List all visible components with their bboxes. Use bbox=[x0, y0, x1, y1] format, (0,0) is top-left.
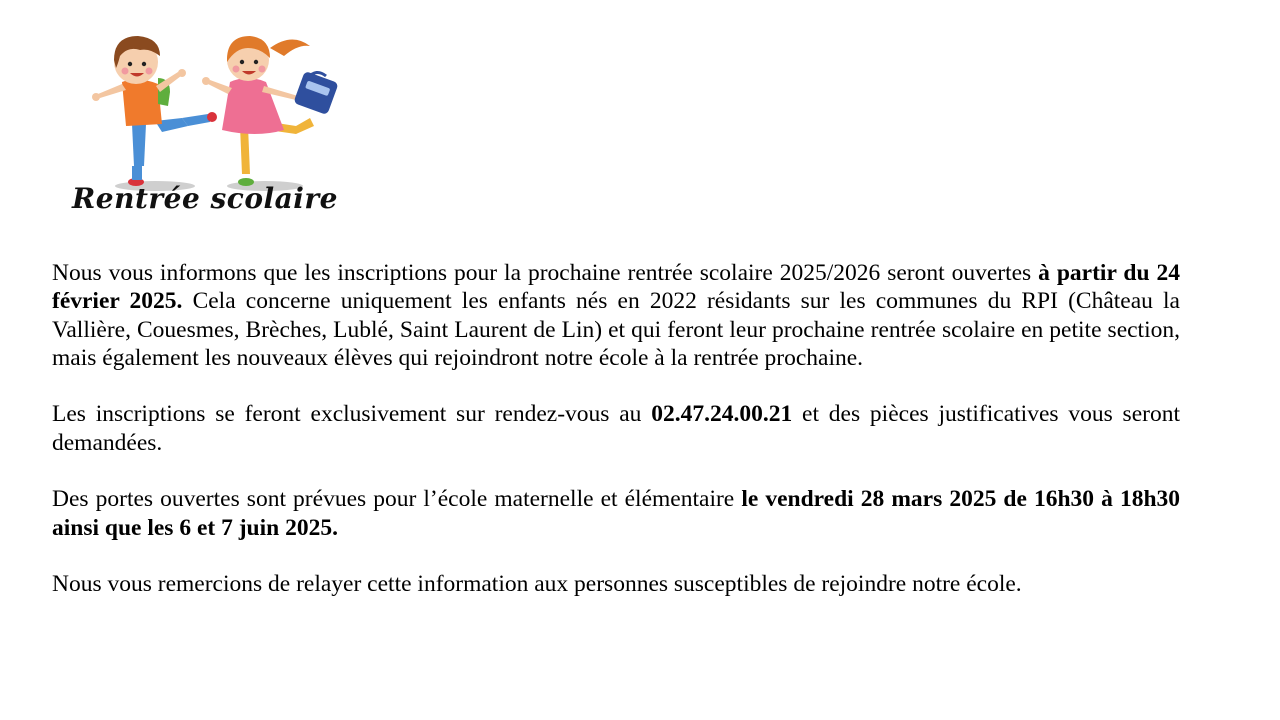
paragraph-text: Des portes ouvertes sont prévues pour l’école maternelle et élémentaire bbox=[52, 486, 742, 513]
paragraph-thanks bbox=[52, 570, 1180, 598]
paragraph-text: Cela concerne uniquement les enfants nés en 2022 résidants sur les communes du RPI (Château la Vallière, Couesmes, Brèches, Lublé, Saint Laurent de Lin) et qui feront leur prochaine rentrée scolaire en petite section, mais également les nouveaux élèves qui rejoindront notre école à la rentrée prochaine. bbox=[52, 288, 1180, 371]
paragraph-text: Nous vous informons que les inscriptions pour la prochaine rentrée scolaire 2025/2026 seront ouvertes bbox=[52, 260, 1039, 286]
paragraph-bold-text: à partir du 24 février 2025. bbox=[52, 260, 1181, 315]
paragraph-text: et des pièces justificatives vous seront demandées. bbox=[52, 401, 1180, 456]
paragraph-text: Nous vous remercions de relayer cette information aux personnes susceptibles de rejoindre notre école. bbox=[52, 571, 1022, 598]
phone-number: 02.47.24.00.21 bbox=[651, 401, 793, 428]
announcement-body bbox=[52, 259, 1180, 627]
banner-title: Rentrée scolaire bbox=[72, 182, 338, 215]
paragraph-appointment bbox=[52, 400, 1180, 457]
boy-figure bbox=[92, 36, 217, 186]
girl-figure bbox=[202, 36, 339, 186]
paragraph-text: Les inscriptions se feront exclusivement sur rendez-vous au bbox=[52, 401, 652, 428]
open-days-dates: le vendredi 28 mars 2025 de 16h30 à 18h30 ainsi que les 6 et 7 juin 2025. bbox=[52, 486, 1181, 541]
paragraph-open-days bbox=[52, 485, 1180, 542]
paragraph-registration bbox=[52, 259, 1180, 372]
